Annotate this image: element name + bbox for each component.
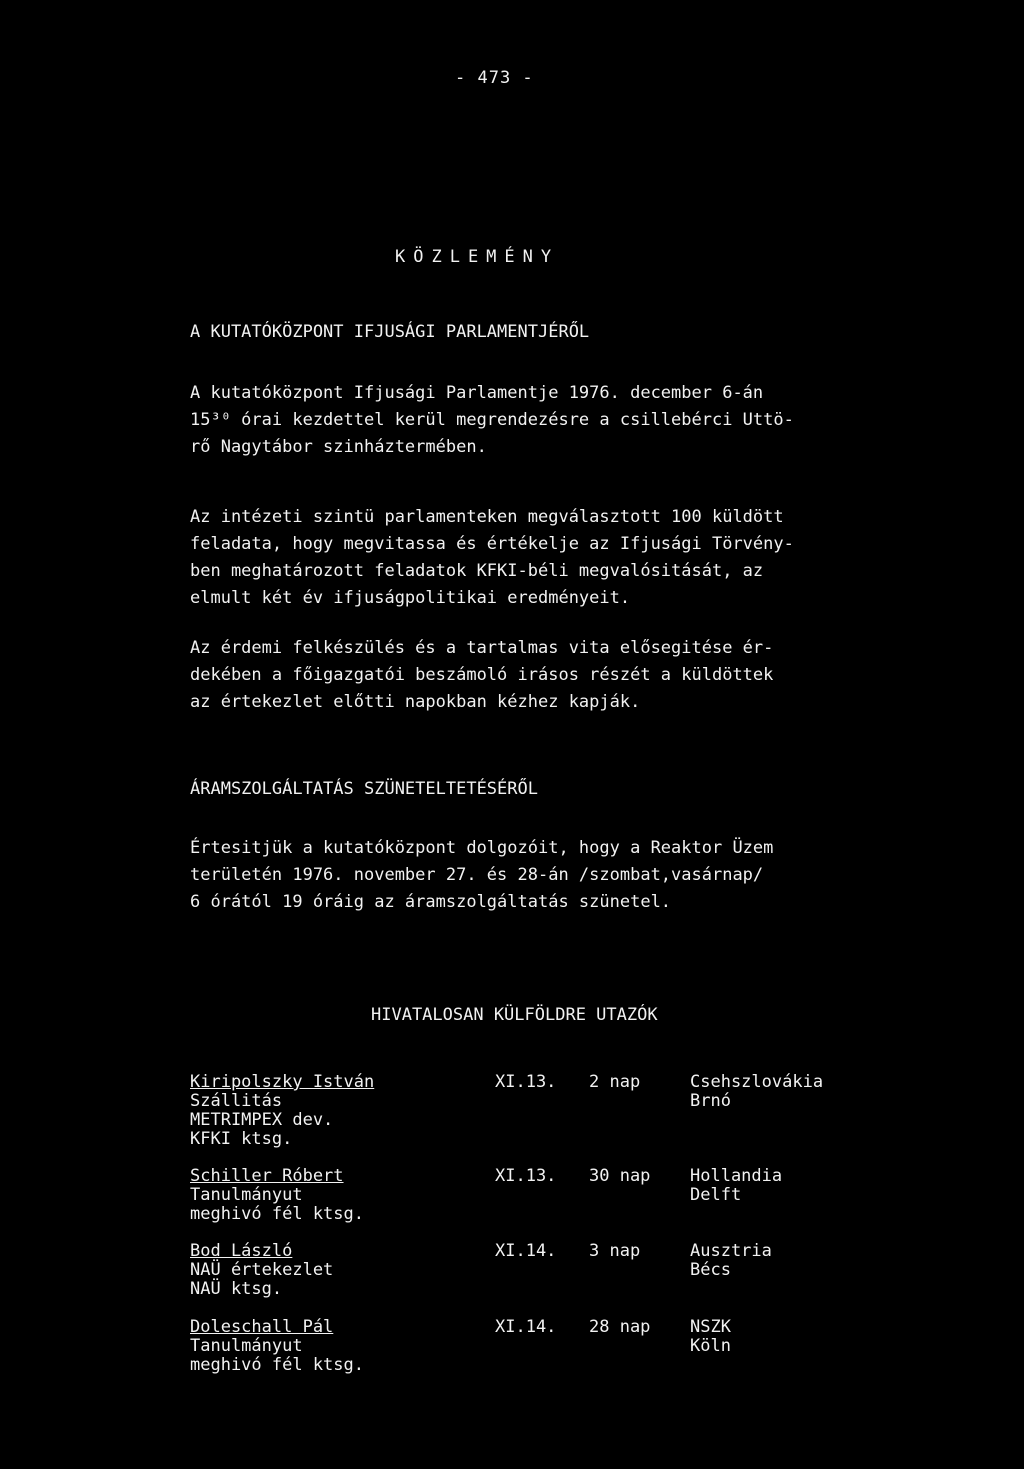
section-heading-power-outage: ÁRAMSZOLGÁLTATÁS SZÜNETELTETÉSÉRŐL [190, 779, 538, 799]
traveler-detail: NAÜ ktsg. [190, 1279, 283, 1299]
travel-date: XI.14. [495, 1317, 557, 1337]
travel-duration: 2 nap [589, 1072, 641, 1092]
paragraph-line: rő Nagytábor szinháztermében. [190, 437, 487, 457]
paragraph-line: Az érdemi felkészülés és a tartalmas vita elősegitése ér- [190, 638, 774, 658]
travel-duration: 30 nap [589, 1166, 651, 1186]
paragraph-line: Értesitjük a kutatóközpont dolgozóit, hogy a Reaktor Üzem [190, 838, 774, 858]
travel-destination [690, 1242, 772, 1280]
paragraph-power-outage [190, 835, 850, 916]
traveler-purpose: Tanulmányut [190, 1336, 303, 1356]
traveler-person [190, 1318, 480, 1375]
travel-duration: 28 nap [589, 1317, 651, 1337]
traveler-detail: METRIMPEX dev. [190, 1110, 334, 1130]
traveler-name: Doleschall Pál [190, 1317, 334, 1337]
paragraph-line: feladata, hogy megvitassa és értékelje az Ifjusági Törvény- [190, 534, 794, 554]
paragraph-line: az értekezlet előtti napokban kézhez kapják. [190, 692, 641, 712]
traveler-detail: KFKI ktsg. [190, 1129, 293, 1149]
traveler-purpose: Szállitás [190, 1091, 283, 1111]
traveler-purpose: Tanulmányut [190, 1185, 303, 1205]
traveler-name: Bod László [190, 1241, 293, 1261]
destination-country: Hollandia [690, 1166, 783, 1186]
travel-destination [690, 1167, 782, 1205]
destination-city: Brnó [690, 1091, 731, 1111]
paragraph-line: Az intézeti szintü parlamenteken megválasztott 100 küldött [190, 507, 784, 527]
destination-country: NSZK [690, 1317, 731, 1337]
traveler-person [190, 1242, 480, 1299]
paragraph-line: ben meghatározott feladatok KFKI-béli megvalósitását, az [190, 561, 764, 581]
traveler-detail: meghivó fél ktsg. [190, 1204, 364, 1224]
traveler-name: Schiller Róbert [190, 1166, 344, 1186]
paragraph-line: területén 1976. november 27. és 28-án /szombat,vasárnap/ [190, 865, 764, 885]
paragraph-line: A kutatóközpont Ifjusági Parlamentje 1976. december 6-án [190, 383, 764, 403]
travel-date: XI.14. [495, 1241, 557, 1261]
destination-city: Delft [690, 1185, 742, 1205]
paragraph-line: 6 órától 19 óráig az áramszolgáltatás szünetel. [190, 892, 672, 912]
traveler-person [190, 1073, 480, 1149]
paragraph-preparation [190, 635, 850, 716]
announcement-title: KÖZLEMÉNY [395, 247, 560, 267]
paragraph-line: elmult két év ifjuságpolitikai eredményeit. [190, 588, 631, 608]
destination-city: Bécs [690, 1260, 731, 1280]
paragraph-line: 15³⁰ órai kezdettel kerül megrendezésre a csillebérci Uttö- [190, 410, 794, 430]
paragraph-parliament-date [190, 380, 850, 461]
paragraph-line: dekében a főigazgatói beszámoló irásos részét a küldöttek [190, 665, 774, 685]
traveler-detail: meghivó fél ktsg. [190, 1355, 364, 1375]
travel-destination [690, 1318, 731, 1356]
destination-country: Ausztria [690, 1241, 772, 1261]
travel-destination [690, 1073, 823, 1111]
page-number: - 473 - [455, 68, 534, 88]
destination-country: Csehszlovákia [690, 1072, 824, 1092]
traveler-person [190, 1167, 480, 1224]
travel-section-heading: HIVATALOSAN KÜLFÖLDRE UTAZÓK [371, 1005, 658, 1025]
section-heading-youth-parliament: A KUTATÓKÖZPONT IFJUSÁGI PARLAMENTJÉRŐL [190, 322, 590, 342]
travel-duration: 3 nap [589, 1241, 641, 1261]
destination-city: Köln [690, 1336, 731, 1356]
travel-date: XI.13. [495, 1166, 557, 1186]
paragraph-delegates-task [190, 504, 850, 612]
travel-date: XI.13. [495, 1072, 557, 1092]
traveler-name: Kiripolszky István [190, 1072, 375, 1092]
traveler-purpose: NAÜ értekezlet [190, 1260, 334, 1280]
